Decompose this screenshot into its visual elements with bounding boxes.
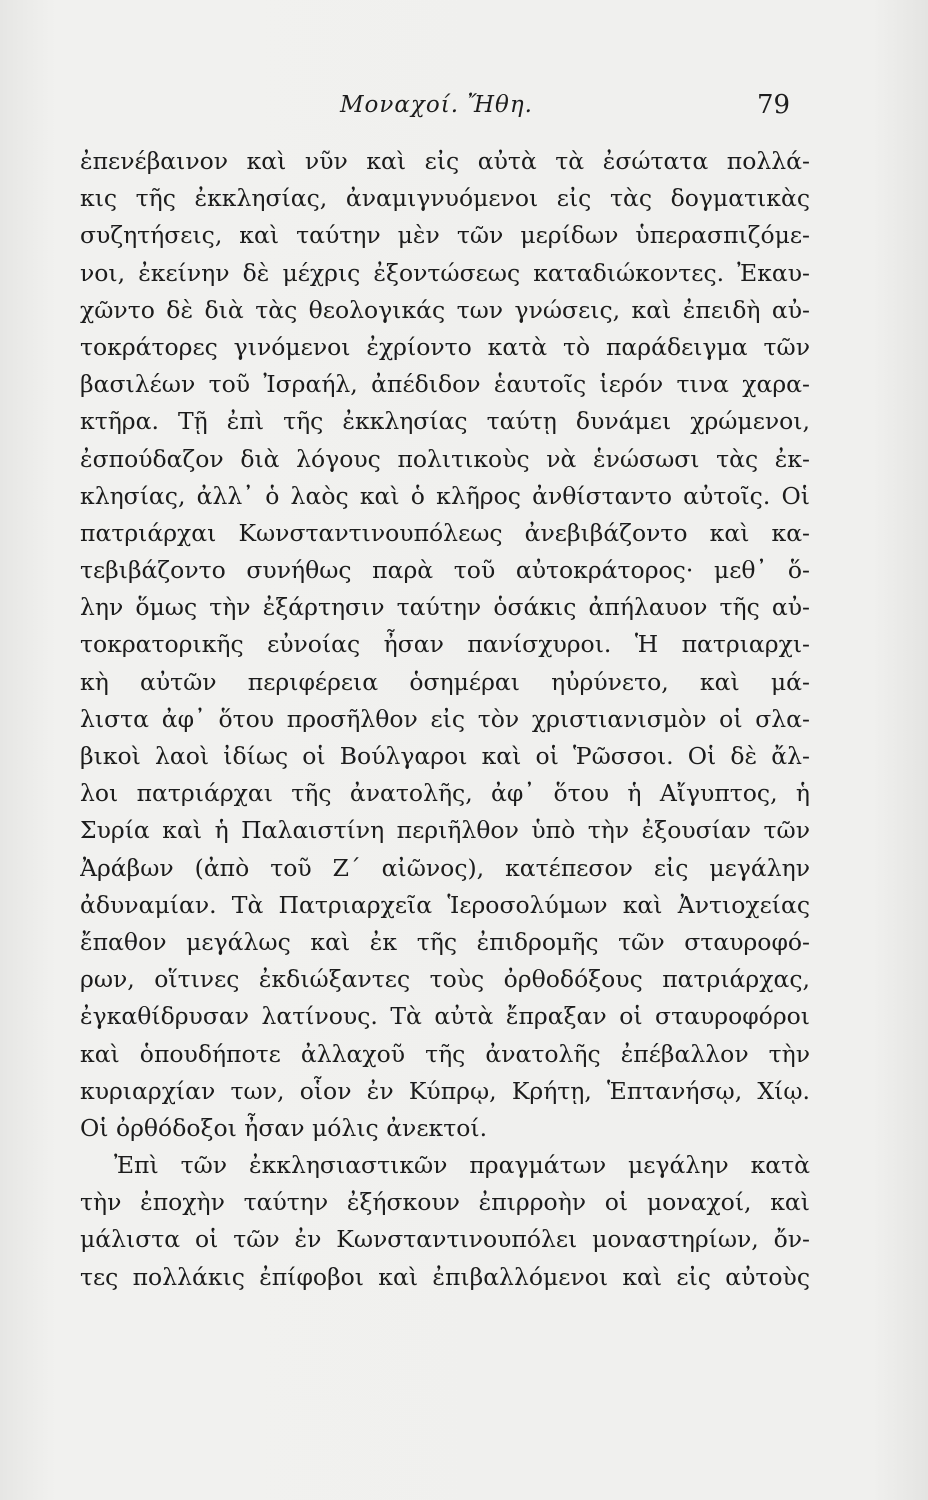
text-line: βικοὶ λαοὶ ἰδίως οἱ Βούλγαροι καὶ οἱ Ῥῶσσοι. Οἱ δὲ ἄλ- bbox=[80, 742, 810, 770]
running-head: Μοναχοί. Ἤθη. bbox=[340, 92, 533, 118]
text-line: νοι, ἐκείνην δὲ μέχρις ἐξοντώσεως καταδιώκοντες. Ἐκαυ- bbox=[80, 258, 810, 287]
text-line: ἀδυναμίαν. Τὰ Πατριαρχεῖα Ἱεροσολύμων καὶ Ἀντιοχείας bbox=[80, 890, 810, 919]
text-line: βασιλέων τοῦ Ἰσραήλ, ἀπέδιδον ἑαυτοῖς ἱερόν τινα χαρα- bbox=[80, 370, 810, 399]
text-line: Ἀράβων (ἀπὸ τοῦ Ζ΄ αἰῶνος), κατέπεσον εἰς μεγάλην bbox=[80, 853, 810, 882]
text-line: τὴν ἐποχὴν ταύτην ἐξήσκουν ἐπιρροὴν οἱ μοναχοί, καὶ bbox=[80, 1188, 810, 1217]
text-line: ρων, οἵτινες ἐκδιώξαντες τοὺς ὀρθοδόξους πατριάρχας, bbox=[80, 965, 810, 994]
text-line: ἐσπούδαζον διὰ λόγους πολιτικοὺς νὰ ἑνώσωσι τὰς ἐκ- bbox=[80, 444, 810, 473]
text-line: λην ὅμως τὴν ἐξάρτησιν ταύτην ὁσάκις ἀπήλαυον τῆς αὐ- bbox=[80, 593, 810, 622]
text-line: τοκράτορες γινόμενοι ἐχρίοντο κατὰ τὸ παράδειγμα τῶν bbox=[80, 332, 810, 361]
text-line: συζητήσεις, καὶ ταύτην μὲν τῶν μερίδων ὑπερασπιζόμε- bbox=[80, 221, 810, 250]
text-line: κυριαρχίαν των, οἷον ἐν Κύπρῳ, Κρήτῃ, Ἑπτανήσῳ, Χίῳ. bbox=[80, 1076, 810, 1105]
paragraph-end-line: Οἱ ὀρθόδοξοι ἦσαν μόλις ἀνεκτοί. bbox=[80, 1113, 488, 1142]
page-number: 79 bbox=[757, 90, 791, 120]
text-line: ἔπαθον μεγάλως καὶ ἐκ τῆς ἐπιδρομῆς τῶν σταυροφό- bbox=[80, 927, 810, 956]
text-line: χῶντο δὲ διὰ τὰς θεολογικάς των γνώσεις, καὶ ἐπειδὴ αὐ- bbox=[80, 295, 810, 324]
text-line: κὴ αὐτῶν περιφέρεια ὁσημέραι ηὐρύνετο, καὶ μά- bbox=[80, 667, 810, 696]
text-line: μάλιστα οἱ τῶν ἐν Κωνσταντινουπόλει μοναστηρίων, ὄν- bbox=[80, 1225, 810, 1254]
text-line: τοκρατορικῆς εὐνοίας ἦσαν πανίσχυροι. Ἡ πατριαρχι- bbox=[80, 630, 810, 659]
text-line: κτῆρα. Τῇ ἐπὶ τῆς ἐκκλησίας ταύτῃ δυνάμει χρώμενοι, bbox=[80, 407, 810, 436]
text-line: λοι πατριάρχαι τῆς ἀνατολῆς, ἀφ᾽ ὅτου ἡ Αἴγυπτος, ἡ bbox=[80, 779, 810, 808]
text-line: ἐπενέβαινον καὶ νῦν καὶ εἰς αὐτὰ τὰ ἐσώτατα πολλά- bbox=[80, 147, 810, 175]
page-header bbox=[0, 92, 928, 132]
text-line: κλησίας, ἀλλ᾽ ὁ λαὸς καὶ ὁ κλῆρος ἀνθίσταντο αὐτοῖς. Οἱ bbox=[80, 481, 810, 510]
text-line: καὶ ὁπουδήποτε ἀλλαχοῦ τῆς ἀνατολῆς ἐπέβαλλον τὴν bbox=[80, 1039, 810, 1068]
text-line: τες πολλάκις ἐπίφοβοι καὶ ἐπιβαλλόμενοι καὶ εἰς αὐτοὺς bbox=[80, 1262, 810, 1291]
body-text bbox=[80, 143, 810, 1296]
text-line: λιστα ἀφ᾽ ὅτου προσῆλθον εἰς τὸν χριστιανισμὸν οἱ σλα- bbox=[80, 704, 810, 733]
text-line: κις τῆς ἐκκλησίας, ἀναμιγνυόμενοι εἰς τὰς δογματικὰς bbox=[80, 184, 810, 213]
text-line: ἐγκαθίδρυσαν λατίνους. Τὰ αὐτὰ ἔπραξαν οἱ σταυροφόροι bbox=[80, 1002, 810, 1031]
text-line: Συρία καὶ ἡ Παλαιστίνη περιῆλθον ὑπὸ τὴν ἐξουσίαν τῶν bbox=[80, 816, 810, 845]
text-line: πατριάρχαι Κωνσταντινουπόλεως ἀνεβιβάζοντο καὶ κα- bbox=[80, 518, 810, 547]
paragraph-start-line: Ἐπὶ τῶν ἐκκλησιαστικῶν πραγμάτων μεγάλην κατὰ bbox=[114, 1151, 810, 1180]
text-line: τεβιβάζοντο συνήθως παρὰ τοῦ αὐτοκράτορος· μεθ᾽ ὅ- bbox=[80, 556, 810, 585]
